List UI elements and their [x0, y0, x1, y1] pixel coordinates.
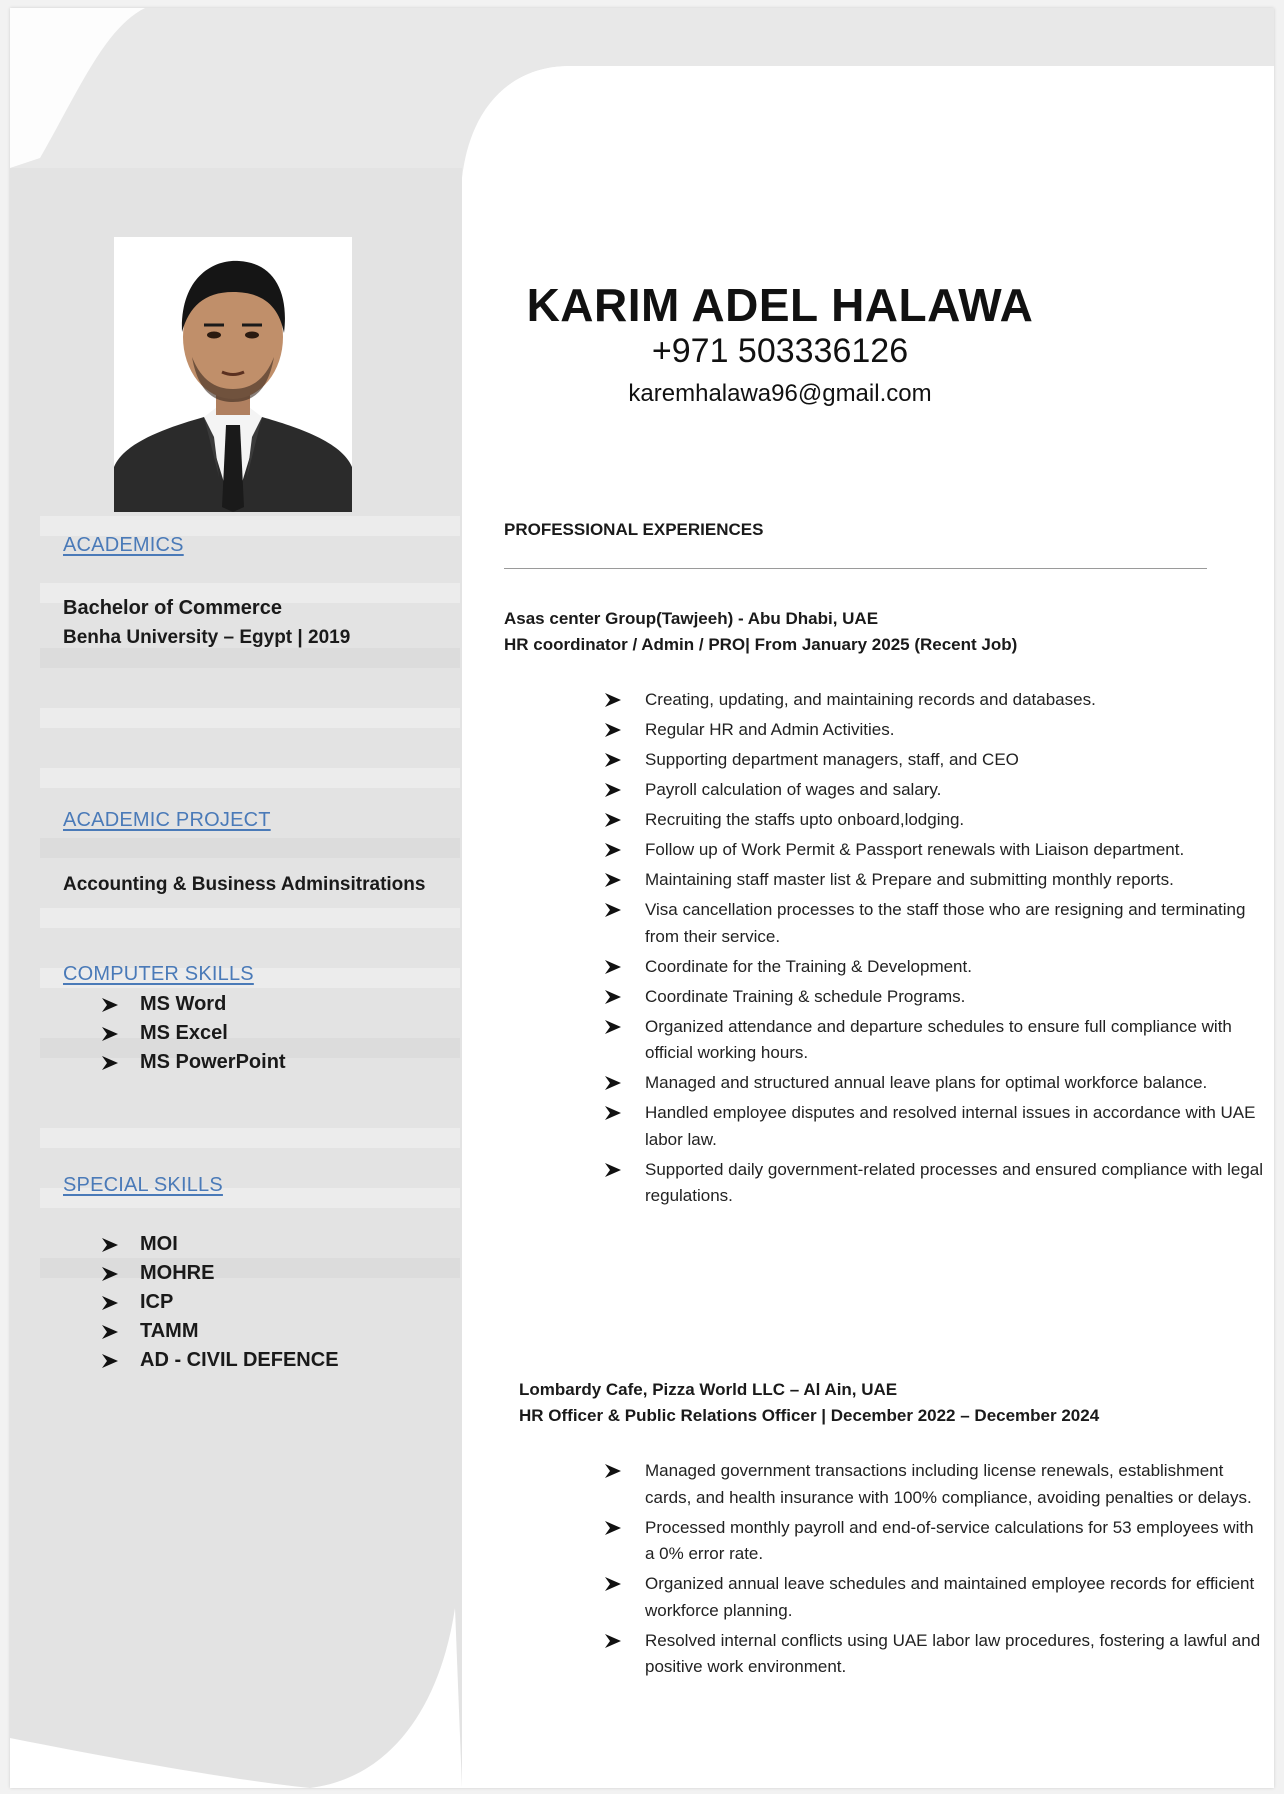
- university: Benha University – Egypt | 2019: [63, 627, 351, 648]
- arrowhead-bullet-icon: [605, 1521, 621, 1535]
- bullet-text: Organized annual leave schedules and maintained employee records for efficient workforce planning.: [645, 1574, 1255, 1620]
- arrowhead-bullet-icon: [102, 1354, 118, 1368]
- section-title: PROFESSIONAL EXPERIENCES: [504, 520, 764, 539]
- job-company: Asas center Group(Tawjeeh) - Abu Dhabi, UAE: [504, 609, 879, 628]
- bullet-text: Resolved internal conflicts using UAE labor law procedures, fostering a lawful and positive work environment.: [645, 1630, 1261, 1676]
- arrowhead-bullet-icon: [605, 1163, 621, 1177]
- computer-skills-heading: COMPUTER SKILLS: [63, 963, 254, 985]
- list-item: TAMM: [102, 1317, 339, 1346]
- bullet-text: Organized attendance and departure schedules to ensure full compliance with official working hours.: [645, 1016, 1232, 1062]
- list-item: [605, 807, 1265, 834]
- list-item: [605, 1014, 1265, 1067]
- list-item: [605, 954, 1265, 981]
- job-1-bullet-list: [605, 687, 1265, 1213]
- list-item: MS Word: [102, 990, 286, 1019]
- job-2-header: [519, 1377, 1099, 1429]
- bullet-text: Visa cancellation processes to the staff those who are resigning and terminating from their service.: [645, 900, 1246, 946]
- list-item: [605, 867, 1265, 894]
- arrowhead-bullet-icon: [605, 903, 621, 917]
- special-skills-heading: SPECIAL SKILLS: [63, 1174, 223, 1196]
- arrowhead-bullet-icon: [102, 998, 118, 1012]
- arrowhead-bullet-icon: [605, 723, 621, 737]
- arrowhead-bullet-icon: [605, 1464, 621, 1478]
- degree: Bachelor of Commerce: [63, 597, 282, 619]
- list-item: [605, 747, 1265, 774]
- list-item: ICP: [102, 1288, 339, 1317]
- bullet-text: Maintaining staff master list & Prepare and submitting monthly reports.: [645, 870, 1174, 889]
- list-item: MOHRE: [102, 1259, 339, 1288]
- list-item: [605, 897, 1265, 950]
- candidate-name: KARIM ADEL HALAWA: [526, 279, 1034, 331]
- job-2-bullet-list: [605, 1458, 1265, 1684]
- arrowhead-bullet-icon: [605, 843, 621, 857]
- list-item: [605, 687, 1265, 714]
- list-item: [605, 717, 1265, 744]
- bullet-text: Supporting department managers, staff, and CEO: [645, 750, 1019, 769]
- arrowhead-bullet-icon: [102, 1056, 118, 1070]
- bullet-text: Regular HR and Admin Activities.: [645, 720, 895, 739]
- bullet-text: Processed monthly payroll and end-of-service calculations for 53 employees with a 0% error rate.: [645, 1517, 1254, 1563]
- arrowhead-bullet-icon: [605, 813, 621, 827]
- list-item: MS Excel: [102, 1019, 286, 1048]
- arrowhead-bullet-icon: [605, 693, 621, 707]
- bullet-text: Coordinate Training & schedule Programs.: [645, 986, 966, 1006]
- list-item: [605, 1515, 1265, 1568]
- computer-skills-list: [102, 990, 286, 1077]
- bullet-text: Managed and structured annual leave plans for optimal workforce balance.: [645, 1073, 1208, 1092]
- list-item: MOI: [102, 1230, 339, 1259]
- list-item: [605, 1070, 1265, 1097]
- arrowhead-bullet-icon: [102, 1267, 118, 1281]
- bullet-text: Recruiting the staffs upto onboard,lodging.: [645, 810, 965, 829]
- list-item: MS PowerPoint: [102, 1048, 286, 1077]
- bullet-text: Payroll calculation of wages and salary.: [645, 780, 942, 799]
- job-1-header: [504, 606, 1017, 658]
- arrowhead-bullet-icon: [102, 1325, 118, 1339]
- academic-project: Accounting & Business Adminsitrations: [63, 874, 426, 895]
- special-skills-list: [102, 1230, 339, 1375]
- bullet-text: Follow up of Work Permit & Passport renewals with Liaison department.: [645, 840, 1185, 859]
- list-item: [605, 1571, 1265, 1624]
- arrowhead-bullet-icon: [605, 1020, 621, 1034]
- divider: [504, 568, 1207, 569]
- bullet-text: Handled employee disputes and resolved internal issues in accordance with UAE labor law.: [645, 1103, 1256, 1149]
- profile-photo: [114, 237, 352, 512]
- list-item: [605, 984, 1265, 1011]
- list-item: [605, 837, 1265, 864]
- arrowhead-bullet-icon: [605, 783, 621, 797]
- arrowhead-bullet-icon: [102, 1027, 118, 1041]
- list-item: [605, 1458, 1265, 1511]
- person-portrait-icon: [114, 237, 352, 512]
- email-address: karemhalawa96@gmail.com: [628, 380, 932, 407]
- arrowhead-bullet-icon: [605, 1106, 621, 1120]
- arrowhead-bullet-icon: [605, 990, 621, 1004]
- resume-page: [10, 8, 1274, 1788]
- bullet-text: Supported daily government-related processes and ensured compliance with legal regulations.: [645, 1159, 1264, 1205]
- job-company: Lombardy Cafe, Pizza World LLC – Al Ain, UAE: [519, 1380, 898, 1399]
- arrowhead-bullet-icon: [605, 753, 621, 767]
- job-role: HR Officer & Public Relations Officer | December 2022 – December 2024: [519, 1406, 1100, 1425]
- list-item: [605, 1628, 1265, 1681]
- arrowhead-bullet-icon: [605, 873, 621, 887]
- list-item: [605, 777, 1265, 804]
- list-item: [605, 1157, 1265, 1210]
- academics-heading: ACADEMICS: [63, 534, 184, 556]
- bullet-text: Managed government transactions including license renewals, establishment cards, and health insurance with 100% compliance, avoiding penalties or delays.: [645, 1461, 1252, 1507]
- arrowhead-bullet-icon: [605, 1577, 621, 1591]
- academic-project-heading: ACADEMIC PROJECT: [63, 809, 271, 831]
- arrowhead-bullet-icon: [102, 1296, 118, 1310]
- arrowhead-bullet-icon: [605, 1634, 621, 1648]
- job-role: HR coordinator / Admin / PRO| From January 2025 (Recent Job): [504, 635, 1018, 654]
- phone-number: +971 503336126: [651, 332, 909, 370]
- bullet-text: Creating, updating, and maintaining records and databases.: [645, 690, 1096, 709]
- arrowhead-bullet-icon: [605, 1076, 621, 1090]
- list-item: AD - CIVIL DEFENCE: [102, 1346, 339, 1375]
- arrowhead-bullet-icon: [102, 1238, 118, 1252]
- arrowhead-bullet-icon: [605, 960, 621, 974]
- list-item: [605, 1100, 1265, 1153]
- bullet-text: Coordinate for the Training & Development.: [645, 956, 972, 976]
